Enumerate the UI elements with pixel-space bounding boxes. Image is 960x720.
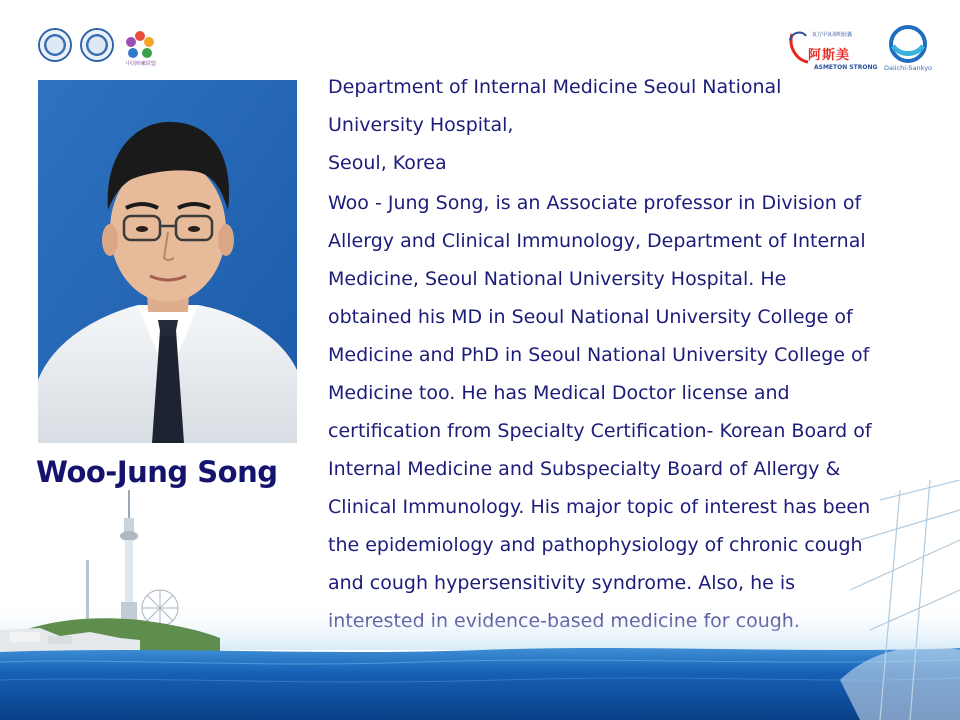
ferris-wheel-icon [142, 590, 178, 626]
bio-line: Medicine and PhD in Seoul National University College of [328, 344, 870, 366]
bio-line: obtained his MD in Seoul National University College of [328, 306, 853, 328]
daiichi-label: Daiichi-Sankyo [883, 64, 933, 72]
bio-line: Woo - Jung Song, is an Associate professor in Division of [328, 192, 862, 214]
asmeton-en-label: ASMETON STRONG [814, 64, 878, 71]
affiliation-line-1: Department of Internal Medicine Seoul National [328, 76, 782, 98]
bio-line: Clinical Immunology. His major topic of interest has been [328, 496, 871, 518]
flower-logo-caption: 中国咳嗽联盟 [125, 61, 156, 67]
tower-icon [120, 490, 138, 622]
bio-line: Allergy and Clinical Immunology, Department of Internal [328, 230, 866, 252]
bio-line: Medicine too. He has Medical Doctor license and [328, 382, 790, 404]
flower-logo-icon [122, 28, 158, 64]
bio-line: Medicine, Seoul National University Hospital. He [328, 268, 787, 290]
speaker-photo [38, 80, 297, 443]
speaker-name: Woo-Jung Song [36, 455, 278, 489]
hospital-emblem-icon [38, 28, 72, 62]
affiliation-line-2: University Hospital, [328, 114, 514, 136]
bio-line: certification from Specialty Certification- Korean Board of [328, 420, 872, 442]
bio-line: Internal Medicine and Subspecialty Board of Allergy & [328, 458, 841, 480]
hospital-emblem-icon-2 [80, 28, 114, 62]
bio-line: the epidemiology and pathophysiology of chronic cough [328, 534, 863, 556]
bio-line: and cough hypersensitivity syndrome. Also, he is [328, 572, 796, 594]
seascape-decoration [0, 480, 960, 720]
asmeton-cn-label: 阿斯美 [808, 48, 851, 63]
affiliation-city: Seoul, Korea [328, 152, 447, 174]
daiichi-logo-icon [888, 24, 928, 64]
asmeton-tagline: 复方甲氧那明胶囊 [812, 32, 853, 38]
